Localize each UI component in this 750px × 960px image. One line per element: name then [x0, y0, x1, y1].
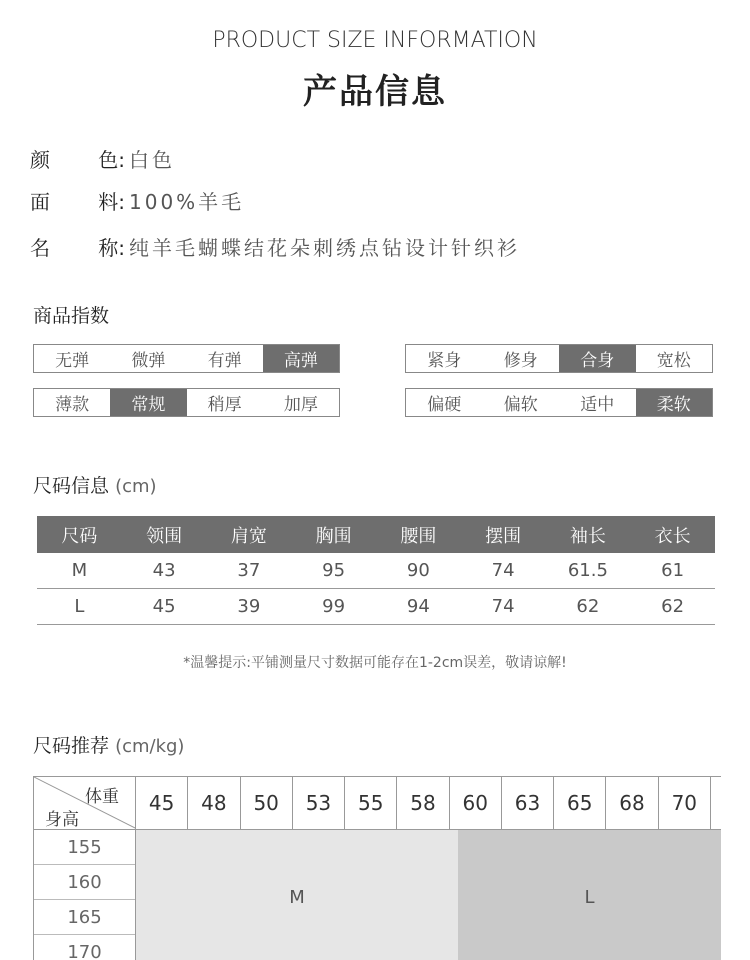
indicator-option: 无弹	[55, 351, 90, 371]
corner-cell	[33, 777, 136, 829]
header-cell: 领围	[146, 525, 183, 547]
table-cell: 95	[322, 560, 346, 581]
weight-cell: 63	[502, 777, 554, 829]
weight-cell: 70	[659, 777, 711, 829]
indicator-option: 紧身	[427, 351, 462, 371]
size-info-title	[33, 471, 157, 498]
size-recommend-title-text: 尺码推荐	[33, 735, 110, 757]
info-label-char: 色:	[98, 148, 125, 172]
info-row-material	[30, 186, 244, 215]
size-recommend-table	[33, 776, 721, 960]
weight-cell: 50	[241, 777, 293, 829]
table-cell: L	[74, 596, 85, 617]
indicator-option-selected: 常规	[110, 389, 186, 416]
table-cell: 62	[576, 596, 600, 617]
info-label	[30, 232, 125, 261]
indicator-option: 微弹	[131, 351, 166, 371]
table-cell: 37	[237, 560, 261, 581]
weight-cell: 45	[136, 777, 188, 829]
table-cell: 43	[152, 560, 176, 581]
table-cell: 90	[406, 560, 430, 581]
info-value-color: 白色	[129, 148, 175, 172]
info-label-char: 面	[30, 190, 50, 214]
header-cell: 尺码	[61, 525, 98, 547]
size-recommend-title	[33, 731, 184, 758]
height-axis-label: 身高	[45, 810, 79, 829]
weight-axis-label: 体重	[85, 787, 119, 807]
weight-cell: 53	[293, 777, 345, 829]
weight-header-row	[33, 777, 721, 829]
size-table-header	[37, 516, 715, 553]
indicator-elasticity	[33, 344, 340, 373]
info-row-name	[30, 232, 520, 261]
indicator-option: 薄款	[55, 395, 90, 415]
indicator-option: 修身	[503, 351, 538, 371]
info-label-char: 称:	[98, 236, 125, 260]
table-cell: 99	[322, 596, 346, 617]
table-cell: 74	[491, 596, 515, 617]
header-cell: 胸围	[315, 525, 352, 547]
info-row-color	[30, 144, 175, 173]
table-cell: 61	[661, 560, 685, 581]
size-recommend-unit: (cm/kg)	[115, 736, 185, 757]
weight-cell: 60	[450, 777, 502, 829]
size-table	[37, 516, 715, 625]
height-column	[33, 830, 136, 960]
height-cell: 155	[34, 830, 135, 865]
height-cell: 160	[34, 865, 135, 900]
height-cell: 170	[34, 935, 135, 960]
indicator-option-selected: 高弹	[263, 345, 339, 372]
indicator-thickness	[33, 388, 340, 417]
indicator-softness	[405, 388, 713, 417]
info-label-char: 名	[30, 236, 50, 260]
header-cell: 袖长	[569, 525, 606, 547]
indicator-option-selected: 柔软	[636, 389, 713, 416]
indicator-option: 加厚	[283, 395, 318, 415]
size-zone-l: L	[458, 830, 721, 960]
info-value-material: 100%羊毛	[129, 190, 245, 214]
table-cell: 74	[491, 560, 515, 581]
title-chinese: 产品信息	[303, 72, 447, 112]
info-label-char: 料:	[98, 190, 125, 214]
header-cell: 肩宽	[230, 525, 267, 547]
table-cell: 94	[406, 596, 430, 617]
size-info-title-text: 尺码信息	[33, 475, 110, 497]
info-label	[30, 144, 125, 173]
table-cell: 45	[152, 596, 176, 617]
table-cell: 61.5	[567, 560, 608, 581]
indicator-option: 偏硬	[427, 395, 462, 415]
measurement-note: *温馨提示:平铺测量尺寸数据可能存在1-2cm误差，敬请谅解!	[183, 655, 567, 671]
weight-cell: 58	[397, 777, 449, 829]
size-info-unit: (cm)	[115, 476, 157, 497]
title-english: PRODUCT SIZE INFORMATION	[212, 28, 538, 53]
weight-cell: 68	[606, 777, 658, 829]
indicator-option: 适中	[580, 395, 615, 415]
indicator-fit	[405, 344, 713, 373]
indicator-option-selected: 合身	[559, 345, 636, 372]
table-row	[37, 553, 715, 589]
indicator-option: 稍厚	[207, 395, 242, 415]
recommend-body	[33, 829, 721, 960]
header-cell: 腰围	[400, 525, 437, 547]
info-label-char: 颜	[30, 148, 50, 172]
table-cell: 39	[237, 596, 261, 617]
table-cell: M	[71, 560, 88, 581]
indicator-option: 偏软	[503, 395, 538, 415]
indicator-option: 有弹	[207, 351, 242, 371]
info-label	[30, 186, 125, 215]
header-cell: 摆围	[485, 525, 522, 547]
table-cell: 62	[661, 596, 685, 617]
info-value-name: 纯羊毛蝴蝶结花朵刺绣点钻设计针织衫	[129, 236, 520, 260]
weight-cell: 55	[345, 777, 397, 829]
table-row	[37, 589, 715, 625]
height-cell: 165	[34, 900, 135, 935]
weight-cell: 65	[554, 777, 606, 829]
weight-cell: 48	[188, 777, 240, 829]
header-cell: 衣长	[654, 525, 691, 547]
size-zone-m: M	[136, 830, 458, 960]
indicator-option: 宽松	[656, 351, 691, 371]
indicator-section-title: 商品指数	[33, 305, 110, 327]
